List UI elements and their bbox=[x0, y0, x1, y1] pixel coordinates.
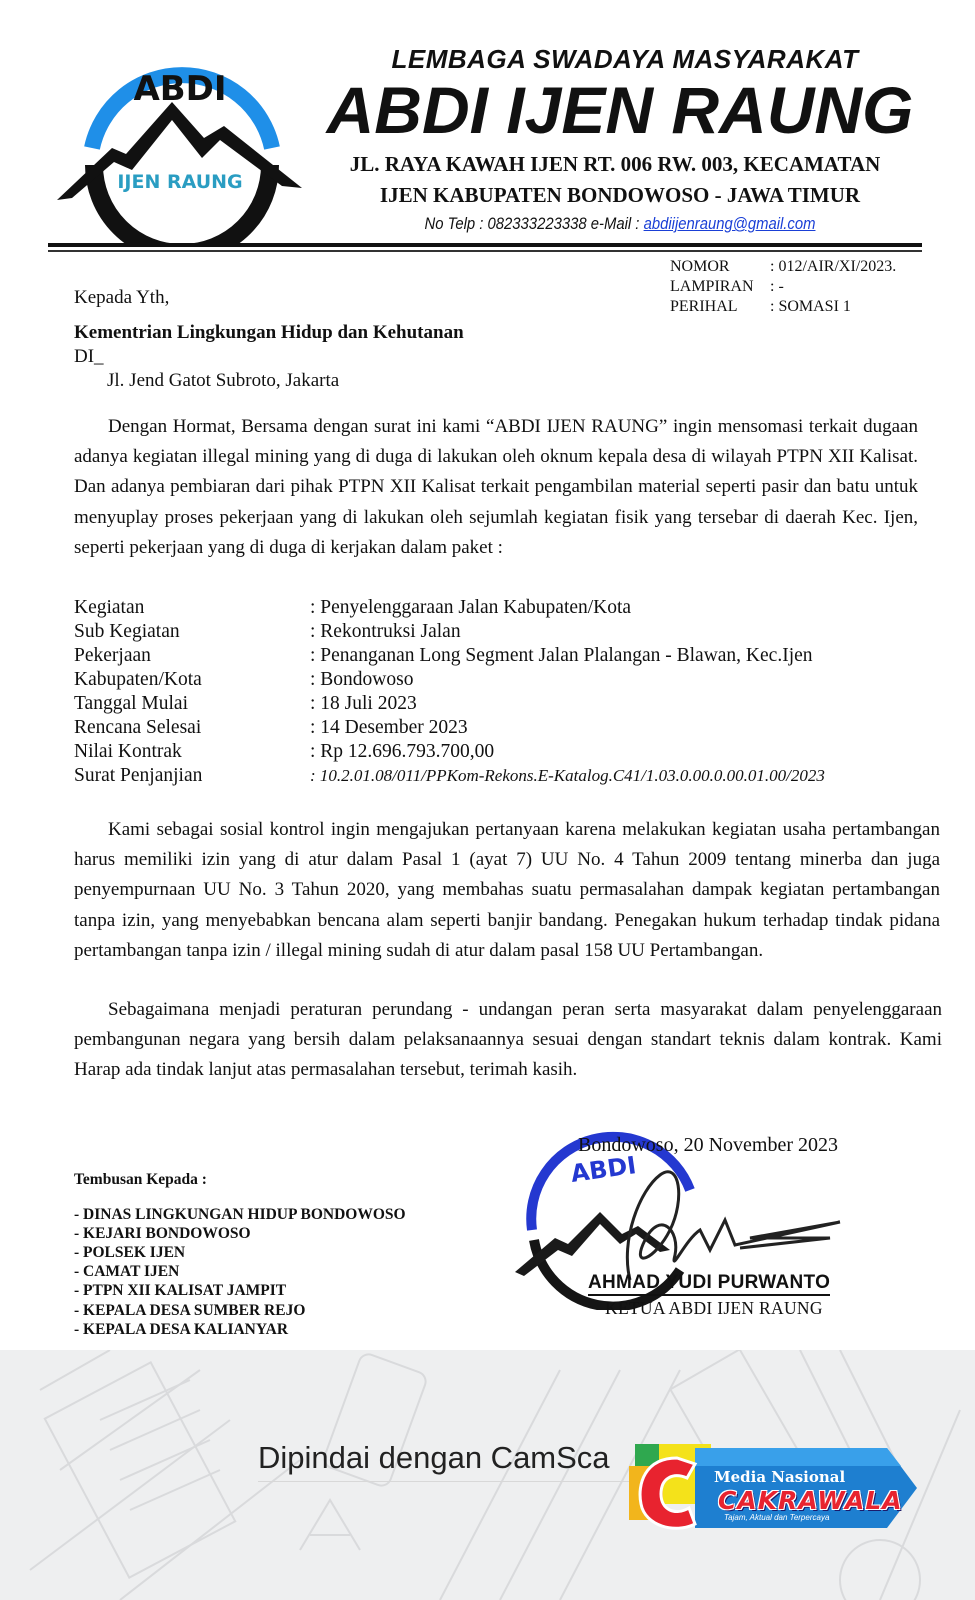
salutation: Kepada Yth, bbox=[74, 287, 170, 308]
recipient-address: Jl. Jend Gatot Subroto, Jakarta bbox=[107, 370, 340, 391]
logo-top-text: ABDI bbox=[133, 69, 227, 109]
signer-name: AHMAD YUDI PURWANTO bbox=[588, 1272, 830, 1296]
scanner-underline bbox=[258, 1481, 658, 1482]
cc-item: - KEPALA DESA KALIANYAR bbox=[74, 1321, 289, 1338]
cc-item: - PTPN XII KALISAT JAMPIT bbox=[74, 1282, 287, 1299]
stamp-text: ABDI bbox=[568, 1151, 638, 1188]
letterhead-rule-thick bbox=[48, 243, 922, 247]
address-line-1: JL. RAYA KAWAH IJEN RT. 006 RW. 003, KECAMATAN bbox=[349, 152, 881, 176]
recipient-di: DI_ bbox=[74, 346, 104, 367]
body-paragraph-2: Kami sebagai sosial kontrol ingin mengajukan pertanyaan karena melakukan kegiatan usaha pertambangan harus memiliki izin yang di atur dalam Pasal 1 (ayat 7) UU No. 4 Tahun 2009 tentang minerba dan juga penyempurnaan UU No. 3 Tahun 2020, yang membahas suatu permasalahan dampak kegiatan pertambangan tanpa izin, yang menyebabkan bencana alam seperti banjir bandang. Penegakan hukum terhadap tindak pidana pertambangan tanpa izin / illegal mining sudah di atur dalam pasal 158 UU Pertambangan. bbox=[74, 819, 940, 961]
contact-line bbox=[332, 215, 908, 234]
email-link[interactable]: abdiijenraung@gmail.com bbox=[643, 215, 816, 233]
signature-place-date: Bondowoso, 20 November 2023 bbox=[578, 1134, 838, 1156]
body-paragraph-3: Sebagaimana menjadi peraturan perundang - undangan peran serta masyarakat dalam penyelenggaraan pembangunan negara yang bersih dalam pelaksanaannya sesuai dengan standart teknis dalam kontrak. Kami Harap ada tindak lanjut atas permasalahan tersebut, terimah kasih. bbox=[74, 999, 942, 1081]
badge-media-label: Media Nasional bbox=[714, 1468, 846, 1486]
badge-tagline: Tajam, Aktual dan Terpercaya bbox=[724, 1513, 830, 1522]
cc-item: - KEPALA DESA SUMBER REJO bbox=[74, 1302, 306, 1319]
cc-item: - CAMAT IJEN bbox=[74, 1263, 180, 1280]
cc-item: - POLSEK IJEN bbox=[74, 1244, 186, 1261]
phone-text: No Telp : 082333223338 e-Mail : bbox=[424, 215, 644, 233]
cc-item: - DINAS LINGKUNGAN HIDUP BONDOWOSO bbox=[74, 1206, 406, 1223]
organization-logo bbox=[52, 30, 308, 246]
badge-brand: CAKRAWALA bbox=[718, 1486, 903, 1515]
cc-item: - KEJARI BONDOWOSO bbox=[74, 1225, 251, 1242]
letterhead-rule-thin bbox=[48, 250, 922, 252]
signer-title: KETUA ABDI IJEN RAUNG bbox=[605, 1298, 823, 1318]
handwritten-signature bbox=[627, 1172, 840, 1280]
ref-perihal: PERIHAL : SOMASI 1 bbox=[670, 298, 851, 315]
logo-bottom-text: IJEN RAUNG bbox=[117, 171, 243, 193]
ref-lampiran: LAMPIRAN : - bbox=[670, 278, 784, 295]
recipient-name: Kementrian Lingkungan Hidup dan Kehutanan bbox=[74, 322, 464, 343]
org-name: ABDI IJEN RAUNG bbox=[326, 73, 914, 147]
cc-title: Tembusan Kepada : bbox=[74, 1171, 207, 1188]
org-type: LEMBAGA SWADAYA MASYARAKAT bbox=[391, 44, 859, 74]
ref-nomor: NOMOR : 012/AIR/XI/2023. bbox=[670, 258, 897, 275]
body-paragraph-1: Dengan Hormat, Bersama dengan surat ini kami “ABDI IJEN RAUNG” ingin mensomasi terkait dugaan adanya kegiatan illegal mining yang di duga di lakukan oleh oknum kepala desa di wilayah PTPN XII Kalisat. Dan adanya pembiaran dari pihak PTPN XII Kalisat terkait pengambilan material seperti pasir dan batu untuk menyuplay proses pekerjaan yang di lakukan oleh sejumlah kegiatan fisik yang tersebar di daerah Kec. Ijen, seperti pekerjaan yang di duga di kerjakan dalam paket : bbox=[74, 416, 918, 558]
address-line-2: IJEN KABUPATEN BONDOWOSO - JAWA TIMUR bbox=[379, 183, 861, 207]
scanner-watermark-text: Dipindai dengan CamSca bbox=[258, 1440, 610, 1475]
